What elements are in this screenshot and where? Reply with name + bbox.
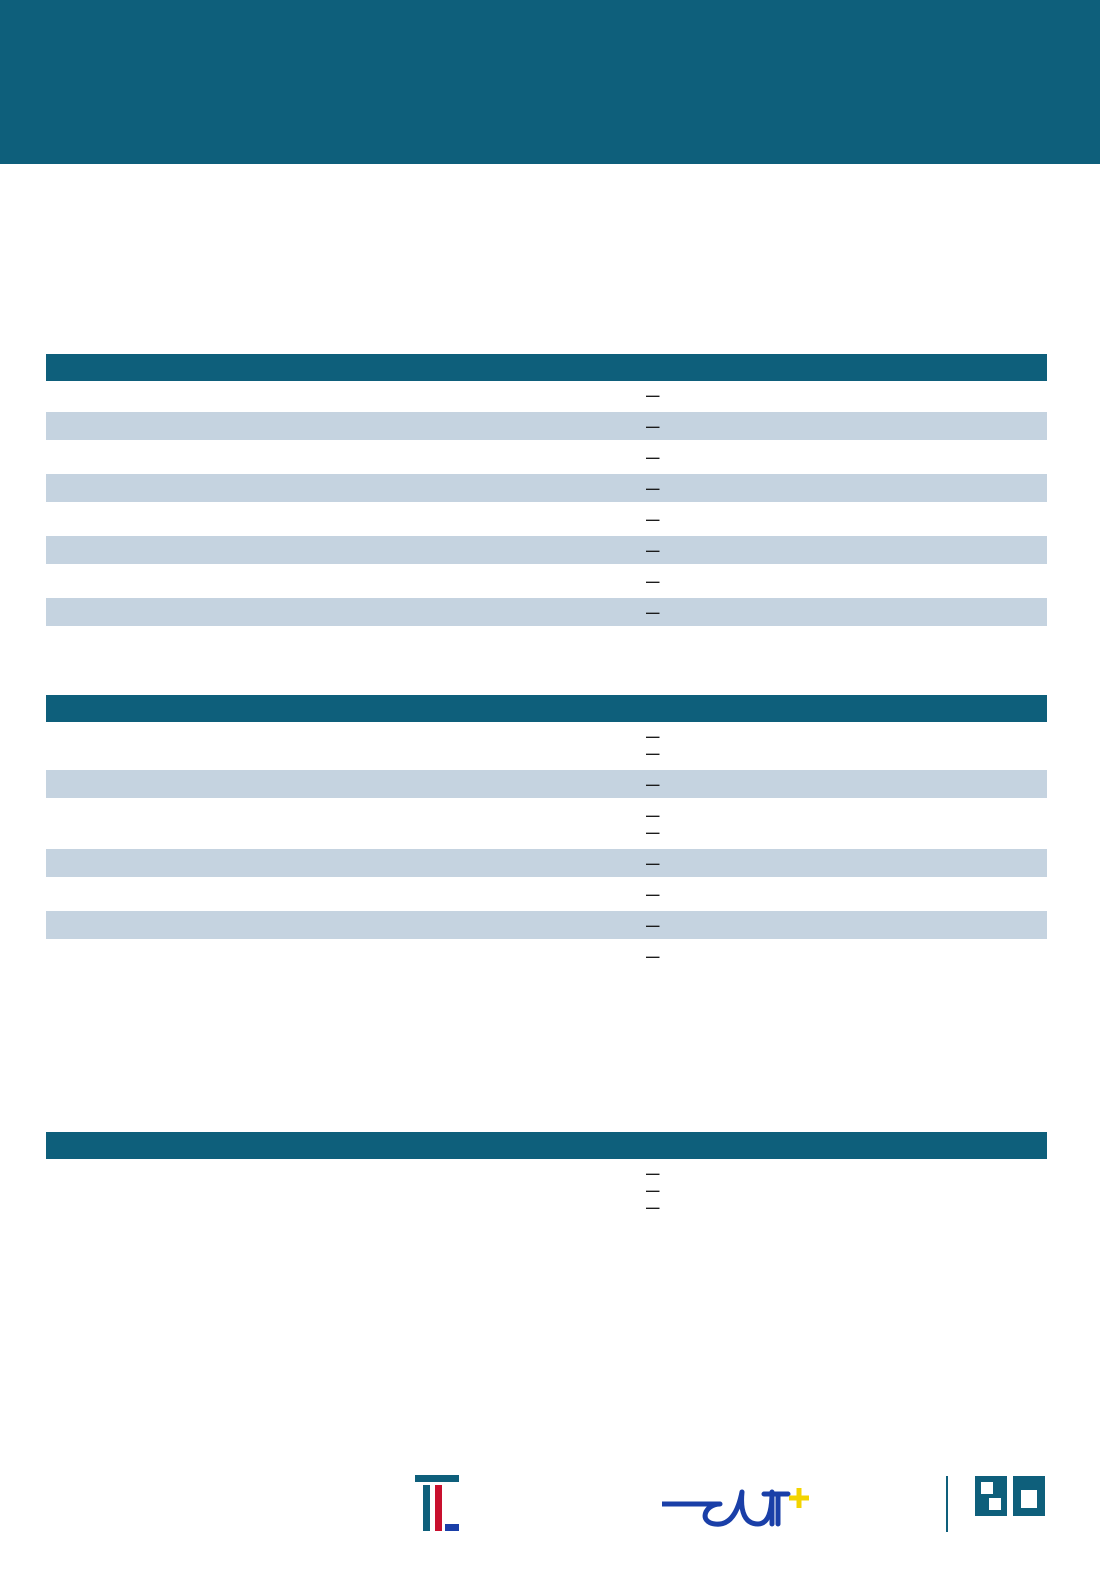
row-dept [246,473,646,504]
anniversary-logo-icon [975,1476,1047,1516]
table-header-row [46,1132,1047,1159]
row-time [46,381,246,411]
row-dept [246,1159,646,1221]
row-time [46,597,246,627]
row-degrees [646,1159,1047,1221]
row-dept [246,800,646,848]
row-time [46,411,246,442]
table-row [46,879,1047,910]
row-degrees [646,381,1047,411]
row-dept [246,411,646,442]
degree-item [646,604,1047,621]
table-row [46,941,1047,971]
degree-item [646,511,1047,528]
table-row [46,722,1047,769]
row-degrees [646,941,1047,971]
degree-item [646,728,1047,745]
degree-item [646,542,1047,559]
degree-item [646,573,1047,590]
degree-item [646,948,1047,965]
row-degrees [646,722,1047,769]
degree-item [646,824,1047,841]
row-dept [246,769,646,800]
table-row [46,1159,1047,1221]
table-row [46,800,1047,848]
row-time [46,1159,246,1221]
row-time [46,722,246,769]
degree-item [646,1182,1047,1199]
degree-item [646,480,1047,497]
footer-divider [946,1476,948,1532]
table-row [46,566,1047,597]
row-time [46,504,246,535]
room2-schedule-table [46,695,1047,970]
header-time-cell [46,354,246,381]
row-time [46,848,246,879]
row-dept [246,535,646,566]
row-degrees [646,442,1047,473]
row-time [46,879,246,910]
table-row [46,442,1047,473]
row-time [46,473,246,504]
degree-item [646,886,1047,903]
row-time [46,800,246,848]
header-degree-cell [646,1132,1047,1159]
room3-schedule-table [46,1132,1047,1221]
header-dept-cell [246,354,646,381]
row-time [46,535,246,566]
degree-item [646,387,1047,404]
row-degrees [646,504,1047,535]
row-degrees [646,848,1047,879]
row-time [46,769,246,800]
table-row [46,411,1047,442]
row-time [46,941,246,971]
footer-logos [0,1470,1100,1540]
degree-item [646,1199,1047,1216]
row-dept [246,910,646,941]
row-degrees [646,769,1047,800]
row-degrees [646,566,1047,597]
row-degrees [646,535,1047,566]
row-degrees [646,879,1047,910]
header-dept-cell [246,1132,646,1159]
table-row [46,769,1047,800]
table-row [46,597,1047,627]
header-time-cell [46,1132,246,1159]
row-dept [246,597,646,627]
degree-item [646,1165,1047,1182]
row-dept [246,504,646,535]
row-dept [246,566,646,597]
row-dept [246,722,646,769]
table-row [46,473,1047,504]
degree-item [646,449,1047,466]
table-row [46,381,1047,411]
row-dept [246,848,646,879]
degree-item [646,807,1047,824]
degree-item [646,418,1047,435]
degree-item [646,776,1047,793]
table-header-row [46,695,1047,722]
row-degrees [646,597,1047,627]
table-header-row [46,354,1047,381]
table-row [46,504,1047,535]
page-header [0,0,1100,164]
eut-logo-icon [660,1482,822,1528]
table-row [46,535,1047,566]
row-dept [246,442,646,473]
row-dept [246,879,646,910]
row-degrees [646,800,1047,848]
row-time [46,442,246,473]
cut-logo-icon [415,1475,459,1531]
header-dept-cell [246,695,646,722]
row-time [46,910,246,941]
header-time-cell [46,695,246,722]
row-time [46,566,246,597]
header-degree-cell [646,354,1047,381]
row-degrees [646,473,1047,504]
row-dept [246,381,646,411]
degree-item [646,917,1047,934]
degree-item [646,855,1047,872]
table-row [46,910,1047,941]
header-degree-cell [646,695,1047,722]
degree-item [646,745,1047,762]
row-degrees [646,411,1047,442]
table-row [46,848,1047,879]
room1-schedule-table [46,354,1047,626]
row-degrees [646,910,1047,941]
row-dept [246,941,646,971]
